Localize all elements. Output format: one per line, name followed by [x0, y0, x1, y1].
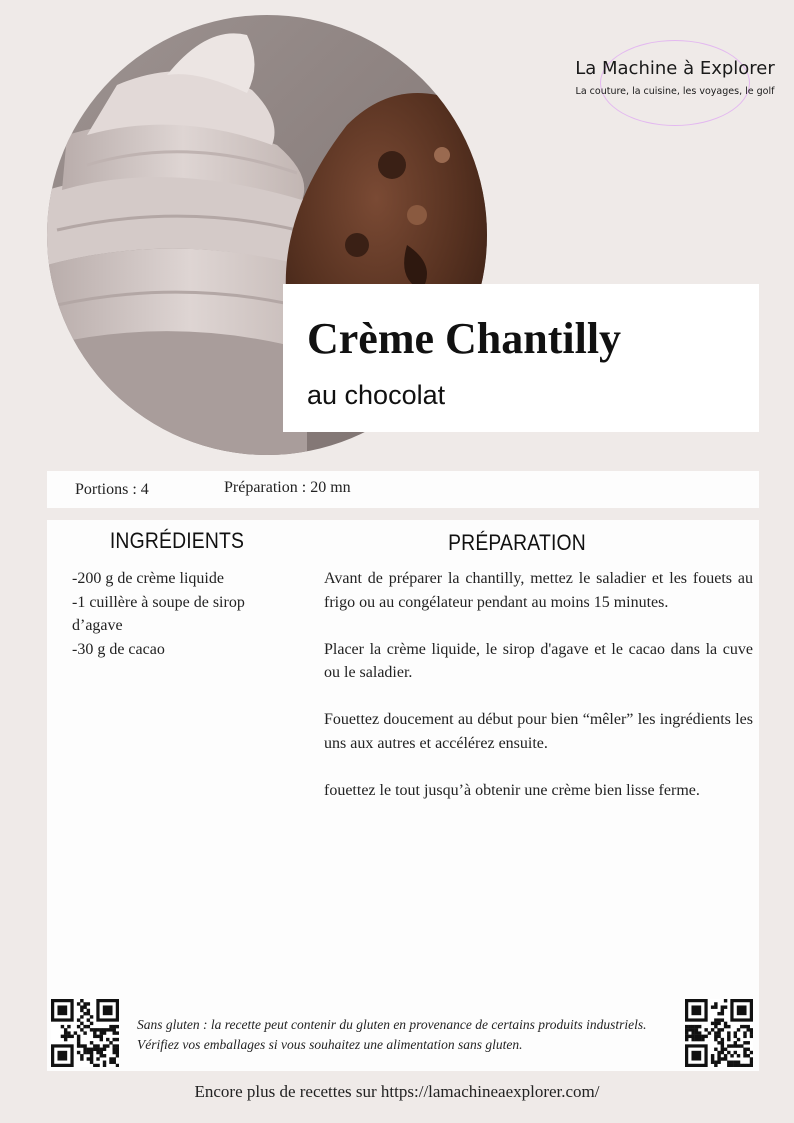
recipe-content-panel — [47, 520, 759, 1071]
preparation-step: Placer la crème liquide, le sirop d'agave et le cacao dans la cuve ou le saladier. — [324, 640, 753, 681]
brand-ring-decoration — [600, 40, 750, 126]
recipe-info-bar — [47, 471, 759, 508]
ingredients-list — [72, 567, 292, 661]
preparation-steps — [324, 567, 753, 826]
title-card — [283, 284, 759, 432]
ingredient-item: -1 cuillère à soupe de sirop d’agave — [72, 593, 245, 634]
qr-code-icon — [51, 999, 119, 1067]
preparation-step: Fouettez doucement au début pour bien “mêler” les ingrédients les uns aux autres et accélérez ensuite. — [324, 711, 753, 752]
recipe-title: Crème Chantilly — [307, 314, 622, 363]
ingredients-heading: INGRÉDIENTS — [109, 528, 245, 553]
ingredient-item: -30 g de cacao — [72, 640, 165, 658]
preparation-step: Avant de préparer la chantilly, mettez le saladier et les fouets au frigo ou au congélateur pendant au moins 15 minutes. — [324, 570, 753, 611]
brand-tagline: La couture, la cuisine, les voyages, le golf — [575, 86, 775, 97]
recipe-subtitle: au chocolat — [307, 380, 446, 410]
qr-code-icon — [685, 999, 753, 1067]
preparation-time-label: Préparation : 20 mn — [224, 479, 351, 496]
portions-label: Portions : 4 — [75, 481, 149, 498]
brand-name: La Machine à Explorer — [575, 58, 775, 79]
gluten-note: Sans gluten : la recette peut contenir du gluten en provenance de certains produits industriels. Vérifiez vos emballages si vous souhaitez une alimentation sans gluten. — [137, 1017, 647, 1052]
ingredient-item: -200 g de crème liquide — [72, 570, 224, 587]
footer-link-text[interactable]: Encore plus de recettes sur https://lamachineaexplorer.com/ — [194, 1082, 600, 1101]
brand-block — [560, 40, 790, 128]
preparation-heading: PRÉPARATION — [448, 530, 586, 555]
preparation-step: fouettez le tout jusqu’à obtenir une crème bien lisse ferme. — [324, 781, 700, 799]
